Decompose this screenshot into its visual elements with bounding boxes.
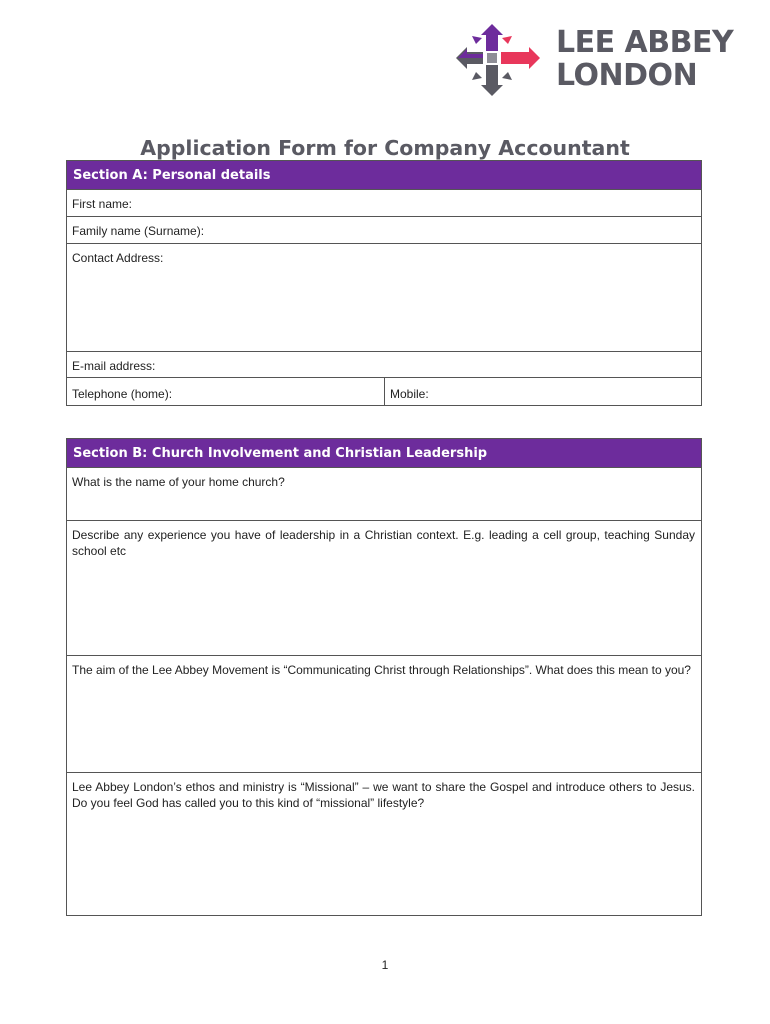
logo-line-2: LONDON — [556, 58, 698, 93]
section-b-header: Section B: Church Involvement and Christian Leadership — [67, 439, 701, 467]
page-number: 1 — [381, 958, 389, 972]
section-a-personal-details — [66, 160, 702, 406]
logo-line-1: LEE ABBEY — [556, 25, 734, 60]
mobile-field[interactable]: Mobile: — [390, 387, 429, 401]
page-title: Application Form for Company Accountant — [140, 136, 630, 160]
leadership-experience-field[interactable]: Describe any experience you have of leadership in a Christian context. E.g. leading a cell group, teaching Sunday school etc — [67, 520, 701, 655]
missional-lifestyle-field[interactable]: Lee Abbey London’s ethos and ministry is “Missional” – we want to share the Gospel and introduce others to Jesus. Do you feel God has called you to this kind of “missional” lifestyle? — [67, 772, 701, 915]
email-field[interactable]: E-mail address: — [67, 351, 701, 377]
first-name-field[interactable]: First name: — [67, 189, 701, 216]
section-b-church-involvement — [66, 438, 702, 916]
telephone-home-field[interactable]: Telephone (home): — [67, 378, 385, 405]
home-church-field[interactable]: What is the name of your home church? — [67, 467, 701, 520]
logo-wordmark — [556, 26, 733, 92]
section-a-header: Section A: Personal details — [67, 161, 701, 189]
cross-arrows-logo-icon — [452, 16, 548, 100]
telephone-row — [67, 377, 701, 405]
lee-abbey-logo — [452, 16, 742, 100]
contact-address-field[interactable]: Contact Address: — [67, 243, 701, 351]
family-name-field[interactable]: Family name (Surname): — [67, 216, 701, 243]
movement-aim-field[interactable]: The aim of the Lee Abbey Movement is “Communicating Christ through Relationships”. What does this mean to you? — [67, 655, 701, 772]
